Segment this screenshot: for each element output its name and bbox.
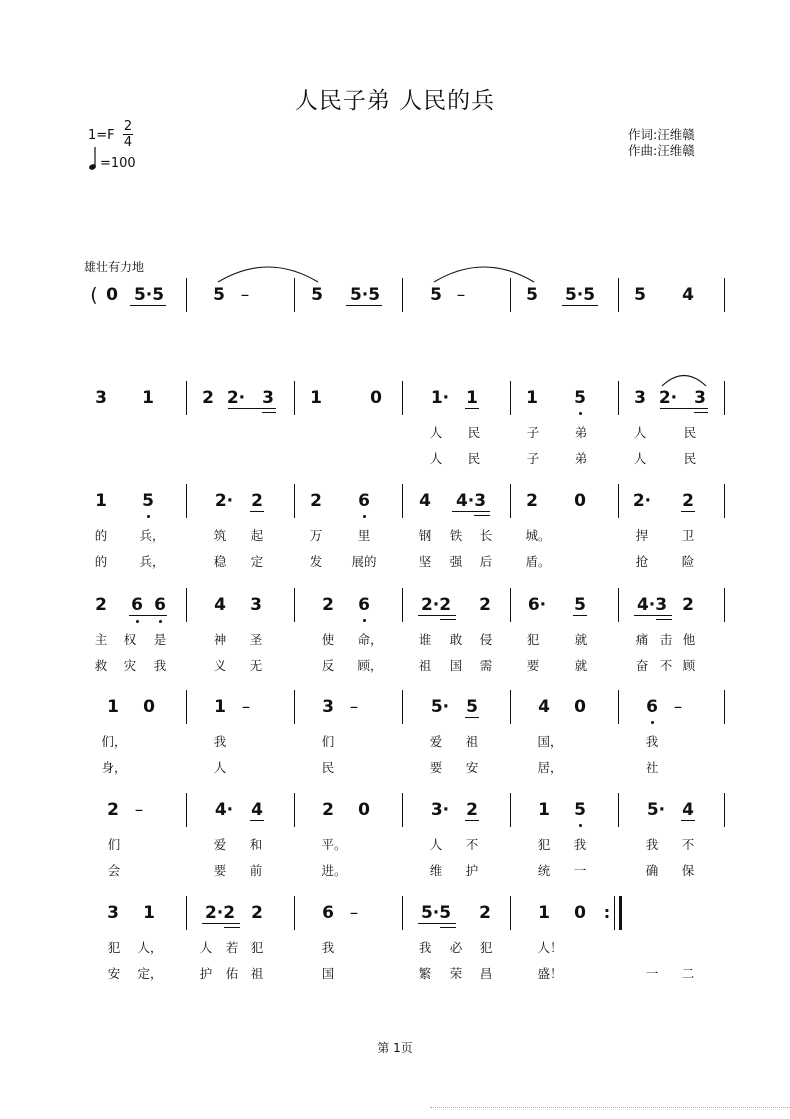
- dash: –: [456, 285, 466, 305]
- note: 6: [131, 595, 143, 615]
- lyric: 不: [659, 658, 673, 673]
- lyric: 人: [213, 760, 227, 775]
- underline-beam: [465, 717, 479, 718]
- bracket-open: (: [90, 284, 98, 306]
- underline-beam: [228, 408, 276, 409]
- lyric: 权: [123, 632, 137, 647]
- lyric: 繁: [418, 966, 432, 981]
- note: 3: [322, 697, 334, 717]
- barline: [618, 588, 619, 622]
- lyric: 前: [249, 863, 263, 878]
- note: 2: [479, 595, 491, 615]
- barline: [724, 588, 725, 622]
- lyric: 是: [153, 632, 167, 647]
- note: 3: [262, 388, 274, 408]
- note: 4: [682, 800, 694, 820]
- low-octave-dot: [136, 620, 139, 623]
- lyric: 民: [683, 425, 697, 440]
- note: 4·3: [636, 595, 668, 615]
- barline: [294, 793, 295, 827]
- lyric: 国: [321, 966, 335, 981]
- underline-beam: [660, 408, 708, 409]
- lyric: 稳: [213, 554, 227, 569]
- note: 5: [311, 285, 323, 305]
- lyric: 我: [418, 940, 432, 955]
- lyric: 义: [213, 658, 227, 673]
- underline-beam: [224, 927, 240, 928]
- lyric: 人！: [537, 940, 563, 955]
- note: 5: [634, 285, 646, 305]
- note: 2: [202, 388, 214, 408]
- lyric: 不: [681, 837, 695, 852]
- underline-beam: [634, 615, 672, 616]
- lyric: 社: [645, 760, 659, 775]
- note: 2: [251, 491, 263, 511]
- barline: [402, 690, 403, 724]
- lyric: 我: [573, 837, 587, 852]
- note: 5: [430, 285, 442, 305]
- lyric: 犯: [107, 940, 121, 955]
- lyric: 定，: [137, 966, 163, 981]
- lyric: 民: [467, 425, 481, 440]
- barline: [186, 278, 187, 312]
- tie-arc: [432, 264, 536, 284]
- underline-beam: [562, 305, 598, 306]
- lyric: 痛: [635, 632, 649, 647]
- lyric: 起: [250, 528, 264, 543]
- tie-arc: [216, 264, 320, 284]
- note: 2·: [632, 491, 652, 511]
- repeat-dots: :: [603, 903, 611, 922]
- note: 1: [95, 491, 107, 511]
- barline: [294, 896, 295, 930]
- lyric: 确: [645, 863, 659, 878]
- note: 2: [682, 491, 694, 511]
- lyric: 统: [537, 863, 551, 878]
- lyric: 击: [659, 632, 673, 647]
- note: 1: [310, 388, 322, 408]
- note: 1: [214, 697, 226, 717]
- barline: [618, 690, 619, 724]
- lyric: 就: [574, 658, 588, 673]
- lyric: 不: [465, 837, 479, 852]
- note: 5·5: [349, 285, 381, 305]
- note: 4: [682, 285, 694, 305]
- lyric: 民: [321, 760, 335, 775]
- lyric: 犯: [526, 632, 540, 647]
- lyric: 人，: [137, 940, 163, 955]
- lyric: 发: [309, 554, 323, 569]
- lyric: 敢: [449, 632, 463, 647]
- lyric: 定: [250, 554, 264, 569]
- barline: [510, 588, 511, 622]
- note: 2: [107, 800, 119, 820]
- barline: [510, 484, 511, 518]
- note: 6: [358, 595, 370, 615]
- lyric: 昌: [479, 966, 493, 981]
- note: 4: [538, 697, 550, 717]
- note: 6: [646, 697, 658, 717]
- note: 4·: [214, 800, 234, 820]
- lyric: 我: [321, 940, 335, 955]
- time-signature-top: 2: [123, 119, 133, 134]
- low-octave-dot: [159, 620, 162, 623]
- underline-beam: [681, 511, 695, 512]
- barline: [186, 690, 187, 724]
- barline: [510, 381, 511, 415]
- lyric: 人: [429, 425, 443, 440]
- key-signature: 1=F: [88, 128, 115, 143]
- lyric: 侵: [479, 632, 493, 647]
- credits: [628, 127, 695, 159]
- barline: [186, 484, 187, 518]
- barline: [724, 793, 725, 827]
- note: 4·3: [455, 491, 487, 511]
- note: 5: [574, 388, 586, 408]
- note: 5: [574, 595, 586, 615]
- lyric: 命，: [357, 632, 383, 647]
- note: 5: [526, 285, 538, 305]
- note: 2: [322, 595, 334, 615]
- note: 0: [358, 800, 370, 820]
- note: 1: [538, 800, 550, 820]
- note: 4: [251, 800, 263, 820]
- lyric: 盛！: [537, 966, 563, 981]
- lyric: 人: [633, 425, 647, 440]
- lyric: 人: [429, 451, 443, 466]
- note: 1: [466, 388, 478, 408]
- lyric: 抢: [635, 554, 649, 569]
- lyric: 祖: [465, 734, 479, 749]
- underline-beam: [346, 305, 382, 306]
- lyric: 子: [526, 425, 540, 440]
- lyric: 保: [681, 863, 695, 878]
- note: 5·: [430, 697, 450, 717]
- lyric: 的: [94, 528, 108, 543]
- lyric: 坚: [418, 554, 432, 569]
- lyric: 展的: [351, 554, 377, 569]
- lyric: 城。: [525, 528, 551, 543]
- note: 1: [107, 697, 119, 717]
- lyric: 灾: [123, 658, 137, 673]
- lyric: 荣: [449, 966, 463, 981]
- barline: [402, 484, 403, 518]
- lyric: 们，: [101, 734, 127, 749]
- lyric: 我: [645, 734, 659, 749]
- lyric: 必: [449, 940, 463, 955]
- lyric: 一: [645, 966, 659, 981]
- note: 0: [106, 285, 118, 305]
- time-signature: [122, 119, 134, 150]
- composer-credit: 作曲:汪维赣: [628, 143, 695, 158]
- lyric: 要: [213, 863, 227, 878]
- underline-beam: [418, 923, 456, 924]
- lyric: 居，: [537, 760, 563, 775]
- note: 5: [142, 491, 154, 511]
- lyric: 祖: [418, 658, 432, 673]
- underline-beam: [452, 511, 490, 512]
- lyric: 无: [249, 658, 263, 673]
- note: 2·2: [420, 595, 452, 615]
- note: 1: [526, 388, 538, 408]
- page-number: 第 1页: [377, 1041, 413, 1055]
- lyric: 神: [213, 632, 227, 647]
- barline: [186, 588, 187, 622]
- lyric: 身，: [101, 760, 127, 775]
- lyric: 我: [213, 734, 227, 749]
- lyric: 犯: [479, 940, 493, 955]
- barline: [618, 278, 619, 312]
- lyric: 进。: [321, 863, 347, 878]
- lyric: 要: [526, 658, 540, 673]
- lyric: 谁: [418, 632, 432, 647]
- lyric: 使: [321, 632, 335, 647]
- expression-marking: 雄壮有力地: [84, 260, 145, 274]
- note: 5: [574, 800, 586, 820]
- lyric: 民: [467, 451, 481, 466]
- barline: [619, 896, 622, 930]
- note: 0: [574, 903, 586, 923]
- slur-arc: [660, 371, 708, 387]
- low-octave-dot: [147, 515, 150, 518]
- lyric: 筑: [213, 528, 227, 543]
- lyric: 一: [573, 863, 587, 878]
- barline: [510, 793, 511, 827]
- lyric: 人: [199, 940, 213, 955]
- barline: [510, 896, 511, 930]
- underline-beam: [465, 408, 479, 409]
- low-octave-dot: [363, 515, 366, 518]
- lyric: 国: [449, 658, 463, 673]
- underline-beam: [262, 412, 276, 413]
- barline: [294, 381, 295, 415]
- lyric: 救: [94, 658, 108, 673]
- underline-beam: [474, 515, 490, 516]
- note: 3: [250, 595, 262, 615]
- lyric: 维: [429, 863, 443, 878]
- barline: [402, 793, 403, 827]
- dash: –: [349, 903, 359, 923]
- underline-beam: [465, 820, 479, 821]
- lyric: 护: [199, 966, 213, 981]
- note: 3·: [430, 800, 450, 820]
- note: 2: [682, 595, 694, 615]
- lyric: 捍: [635, 528, 649, 543]
- lyric: 我: [645, 837, 659, 852]
- lyric: 们: [321, 734, 335, 749]
- barline: [724, 690, 725, 724]
- barline: [510, 690, 511, 724]
- underline-beam: [694, 412, 708, 413]
- note: 2: [95, 595, 107, 615]
- lyric: 们: [107, 837, 121, 852]
- note: 2: [322, 800, 334, 820]
- lyric: 国，: [537, 734, 563, 749]
- lyric: 民: [683, 451, 697, 466]
- lyric: 和: [249, 837, 263, 852]
- low-octave-dot: [651, 721, 654, 724]
- note: 5·5: [564, 285, 596, 305]
- note: 2: [466, 800, 478, 820]
- barline: [724, 278, 725, 312]
- barline: [294, 690, 295, 724]
- lyric: 顾，: [357, 658, 383, 673]
- underline-beam: [129, 615, 167, 616]
- barline: [724, 484, 725, 518]
- underline-beam: [418, 615, 456, 616]
- bottom-divider: [430, 1107, 790, 1108]
- lyric: 卫: [681, 528, 695, 543]
- barline: [294, 484, 295, 518]
- lyric: 要: [429, 760, 443, 775]
- underline-beam: [130, 305, 166, 306]
- note: 2·: [226, 388, 246, 408]
- underline-beam: [250, 511, 264, 512]
- barline: [618, 484, 619, 518]
- note: 2·: [214, 491, 234, 511]
- lyric: 险: [681, 554, 695, 569]
- lyric: 爱: [213, 837, 227, 852]
- lyric: 安: [107, 966, 121, 981]
- note: 2: [479, 903, 491, 923]
- barline: [618, 793, 619, 827]
- barline: [402, 896, 403, 930]
- dash: –: [349, 697, 359, 717]
- dash: –: [241, 697, 251, 717]
- lyric: 人: [633, 451, 647, 466]
- lyric: 我: [153, 658, 167, 673]
- note: 0: [574, 491, 586, 511]
- note: 1: [143, 903, 155, 923]
- barline: [402, 278, 403, 312]
- underline-beam: [573, 615, 587, 616]
- note: 5·5: [420, 903, 452, 923]
- lyric: 安: [465, 760, 479, 775]
- lyric: 主: [94, 632, 108, 647]
- lyric: 顾: [682, 658, 696, 673]
- low-octave-dot: [363, 619, 366, 622]
- lyric: 圣: [249, 632, 263, 647]
- note: 2: [251, 903, 263, 923]
- barline: [294, 588, 295, 622]
- note: 0: [143, 697, 155, 717]
- tempo-marking: =100: [100, 156, 136, 171]
- lyric: 盾。: [525, 554, 551, 569]
- barline: [186, 896, 187, 930]
- note: 4: [214, 595, 226, 615]
- lyric: 犯: [250, 940, 264, 955]
- note: 5·5: [133, 285, 165, 305]
- lyric: 会: [107, 863, 121, 878]
- underline-beam: [202, 923, 240, 924]
- barline: [402, 381, 403, 415]
- underline-beam: [250, 820, 264, 821]
- lyric: 佑: [225, 966, 239, 981]
- underline-beam: [440, 927, 456, 928]
- barline: [402, 588, 403, 622]
- barline: [618, 381, 619, 415]
- barline: [724, 381, 725, 415]
- lyric: 就: [574, 632, 588, 647]
- lyric: 铁: [449, 528, 463, 543]
- note: 2: [526, 491, 538, 511]
- note: 1·: [430, 388, 450, 408]
- underline-beam: [681, 820, 695, 821]
- lyric: 强: [449, 554, 463, 569]
- note: 3: [634, 388, 646, 408]
- note: 3: [95, 388, 107, 408]
- underline-beam: [656, 619, 672, 620]
- barline: [614, 896, 615, 930]
- lyric: 的: [94, 554, 108, 569]
- song-title: 人民子弟 人民的兵: [294, 88, 496, 114]
- note: 6·: [527, 595, 547, 615]
- lyric: 长: [479, 528, 493, 543]
- lyric: 兵，: [139, 528, 165, 543]
- lyric: 他: [682, 632, 696, 647]
- note: 6: [322, 903, 334, 923]
- lyric: 弟: [574, 451, 588, 466]
- lyric: 后: [479, 554, 493, 569]
- lyric: 若: [225, 940, 239, 955]
- lyric: 爱: [429, 734, 443, 749]
- lyric: 奋: [635, 658, 649, 673]
- dash: –: [240, 285, 250, 305]
- note: 4: [419, 491, 431, 511]
- note: 1: [538, 903, 550, 923]
- lyric: 需: [479, 658, 493, 673]
- note: 5: [213, 285, 225, 305]
- lyric: 反: [321, 658, 335, 673]
- note: 1: [142, 388, 154, 408]
- lyric: 钢: [418, 528, 432, 543]
- note: 2·2: [204, 903, 236, 923]
- lyric: 祖: [250, 966, 264, 981]
- note: 2·: [658, 388, 678, 408]
- time-signature-bottom: 4: [123, 135, 133, 150]
- lyric: 平。: [321, 837, 347, 852]
- barline: [186, 793, 187, 827]
- note: 0: [370, 388, 382, 408]
- lyric: 弟: [574, 425, 588, 440]
- note: 3: [694, 388, 706, 408]
- note: 0: [574, 697, 586, 717]
- note: 5·: [646, 800, 666, 820]
- lyric: 护: [465, 863, 479, 878]
- note: 6: [358, 491, 370, 511]
- barline: [186, 381, 187, 415]
- underline-beam: [440, 619, 456, 620]
- lyric: 万: [309, 528, 323, 543]
- low-octave-dot: [579, 824, 582, 827]
- note: 5: [466, 697, 478, 717]
- lyric: 犯: [537, 837, 551, 852]
- lyric: 人: [429, 837, 443, 852]
- lyric: 子: [526, 451, 540, 466]
- note: 2: [310, 491, 322, 511]
- dash: –: [673, 697, 683, 717]
- lyric: 兵，: [139, 554, 165, 569]
- low-octave-dot: [579, 412, 582, 415]
- note: 3: [107, 903, 119, 923]
- lyric: 二: [681, 966, 695, 981]
- note: 6: [154, 595, 166, 615]
- lyric: 里: [357, 528, 371, 543]
- lyricist-credit: 作词:汪维赣: [628, 127, 695, 142]
- dash: –: [134, 800, 144, 820]
